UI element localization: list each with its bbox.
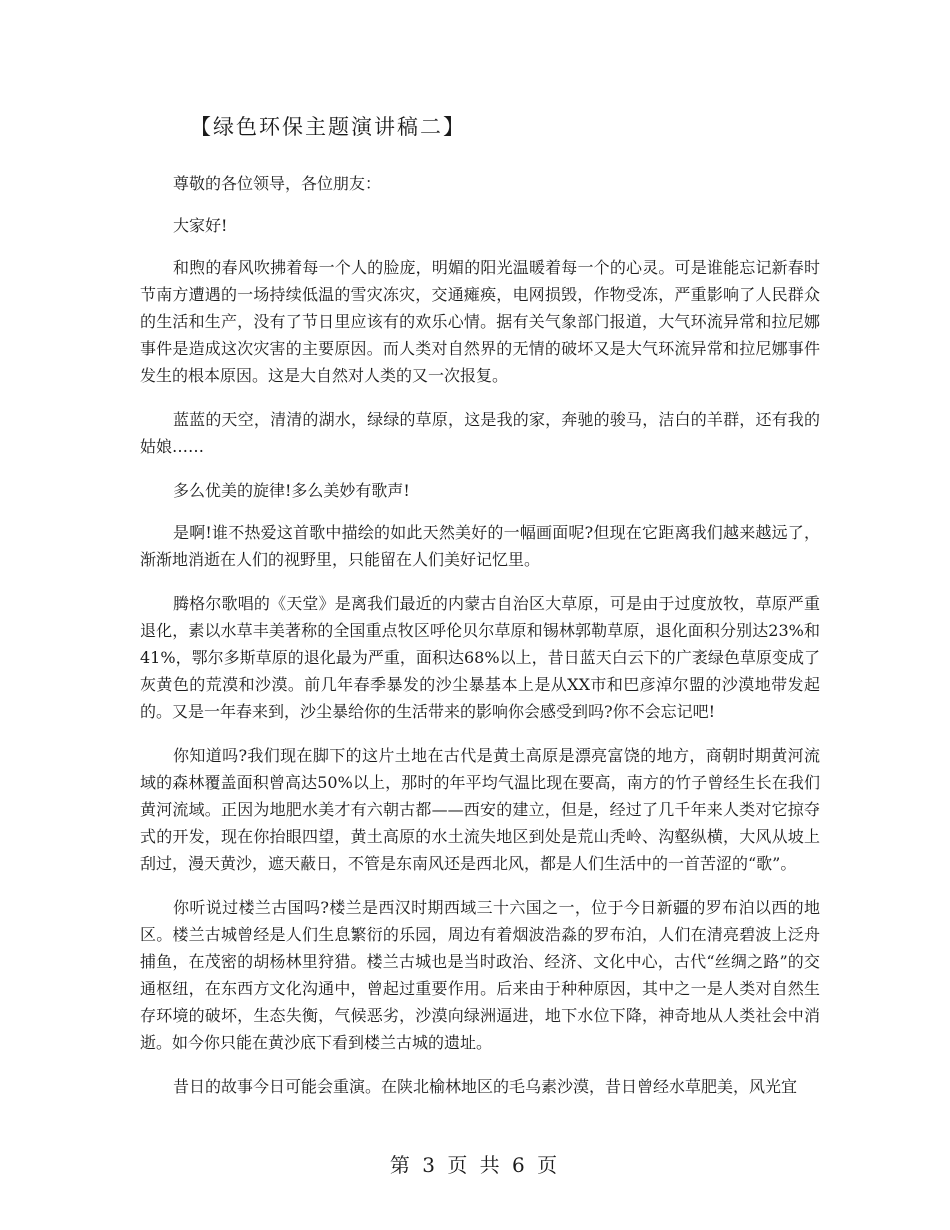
- paragraph: 和煦的春风吹拂着每一个人的脸庞，明媚的阳光温暖着每一个的心灵。可是谁能忘记新春时节南方遭遇的一场持续低温的雪灾冻灾，交通瘫痪，电网损毁，作物受冻，严重影响了人民群众的生活和生产，没有了节日里应该有的欢乐心情。据有关气象部门报道，大气环流异常和拉尼娜事件是造成这次灾害的主要原因。而人类对自然界的无情的破坏又是大气环流异常和拉尼娜事件发生的根本原因。这是大自然对人类的又一次报复。: [140, 258, 820, 385]
- paragraph-salutation: 尊敬的各位领导，各位朋友：: [173, 174, 382, 193]
- paragraph: 蓝蓝的天空，清清的湖水，绿绿的草原，这是我的家，奔驰的骏马，洁白的羊群，还有我的姑娘……: [140, 410, 820, 456]
- paragraph: 昔日的故事今日可能会重演。在陕北榆林地区的毛乌素沙漠，昔日曾经水草肥美，风光宜: [173, 1077, 798, 1096]
- paragraph: 你知道吗?我们现在脚下的这片土地在古代是黄土高原是漂亮富饶的地方，商朝时期黄河流域的森林覆盖面积曾高达50%以上，那时的年平均气温比现在要高，南方的竹子曾经生长在我们黄河流域。正因为地肥水美才有六朝古都——西安的建立，但是，经过了几千年来人类对它掠夺式的开发，现在你抬眼四望，黄土高原的水土流失地区到处是荒山秃岭、沟壑纵横，大风从坡上刮过，漫天黄沙，遮天蔽日，不管是东南风还是西北风，都是人们生活中的一首苦涩的“歌”。: [140, 746, 820, 873]
- paragraph: 是啊!谁不热爱这首歌中描绘的如此天然美好的一幅画面呢?但现在它距离我们越来越远了，渐渐地消逝在人们的视野里，只能留在人们美好记忆里。: [140, 523, 820, 569]
- document-title: 【绿色环保主题演讲稿二】: [190, 115, 466, 139]
- paragraph-greeting: 大家好!: [173, 216, 228, 235]
- page-number-footer: 第 3 页 共 6 页: [389, 1153, 561, 1177]
- paragraph: 你听说过楼兰古国吗?楼兰是西汉时期西域三十六国之一，位于今日新疆的罗布泊以西的地区。楼兰古城曾经是人们生息繁衍的乐园，周边有着烟波浩淼的罗布泊，人们在清亮碧波上泛舟捕鱼，在茂密的胡杨林里狩猎。楼兰古城也是当时政治、经济、文化中心，古代“丝绸之路”的交通枢纽，在东西方文化沟通中，曾起过重要作用。后来由于种种原因，其中之一是人类对自然生存环境的破坏，生态失衡，气候恶劣，沙漠向绿洲逼进，地下水位下降，神奇地从人类社会中消逝。如今你只能在黄沙底下看到楼兰古城的遗址。: [140, 898, 820, 1052]
- document-body: [140, 170, 820, 1117]
- paragraph: 多么优美的旋律!多么美妙有歌声!: [173, 481, 410, 500]
- paragraph: 腾格尔歌唱的《天堂》是离我们最近的内蒙古自治区大草原，可是由于过度放牧，草原严重退化，素以水草丰美著称的全国重点牧区呼伦贝尔草原和锡林郭勒草原，退化面积分别达23%和41%，鄂尔多斯草原的退化最为严重，面积达68%以上，昔日蓝天白云下的广袤绿色草原变成了灰黄色的荒漠和沙漠。前几年春季暴发的沙尘暴基本上是从XX市和巴彦淖尔盟的沙漠地带发起的。又是一年春来到，沙尘暴给你的生活带来的影响你会感受到吗?你不会忘记吧!: [140, 594, 820, 721]
